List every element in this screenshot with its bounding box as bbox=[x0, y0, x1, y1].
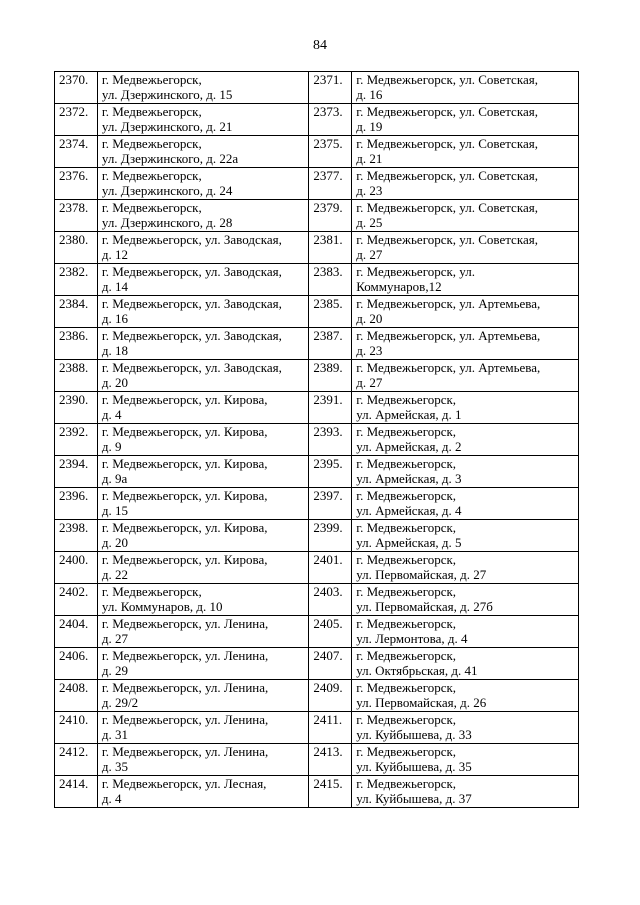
row-number-left: 2384. bbox=[55, 296, 98, 328]
row-number-left: 2396. bbox=[55, 488, 98, 520]
address-right: г. Медвежьегорск, ул. Артемьева, д. 23 bbox=[352, 328, 579, 360]
address-right: г. Медвежьегорск, ул. Куйбышева, д. 33 bbox=[352, 712, 579, 744]
row-number-left: 2388. bbox=[55, 360, 98, 392]
row-number-right: 2405. bbox=[309, 616, 352, 648]
address-right: г. Медвежьегорск, ул. Советская, д. 19 bbox=[352, 104, 579, 136]
address-left: г. Медвежьегорск, ул. Заводская, д. 14 bbox=[97, 264, 308, 296]
address-left: г. Медвежьегорск, ул. Кирова, д. 4 bbox=[97, 392, 308, 424]
row-number-left: 2378. bbox=[55, 200, 98, 232]
address-right: г. Медвежьегорск, ул. Лермонтова, д. 4 bbox=[352, 616, 579, 648]
row-number-left: 2374. bbox=[55, 136, 98, 168]
table-row bbox=[55, 104, 579, 136]
table-row bbox=[55, 232, 579, 264]
row-number-left: 2394. bbox=[55, 456, 98, 488]
row-number-right: 2389. bbox=[309, 360, 352, 392]
address-left: г. Медвежьегорск, ул. Кирова, д. 20 bbox=[97, 520, 308, 552]
address-right: г. Медвежьегорск, ул. Первомайская, д. 27 bbox=[352, 552, 579, 584]
row-number-right: 2391. bbox=[309, 392, 352, 424]
table-row bbox=[55, 168, 579, 200]
table-row bbox=[55, 552, 579, 584]
table-row bbox=[55, 616, 579, 648]
address-right: г. Медвежьегорск, ул. Армейская, д. 3 bbox=[352, 456, 579, 488]
address-left: г. Медвежьегорск, ул. Лесная, д. 4 bbox=[97, 776, 308, 808]
table-row bbox=[55, 776, 579, 808]
row-number-left: 2404. bbox=[55, 616, 98, 648]
table-row bbox=[55, 520, 579, 552]
row-number-left: 2380. bbox=[55, 232, 98, 264]
address-table-body bbox=[55, 72, 579, 808]
row-number-left: 2402. bbox=[55, 584, 98, 616]
row-number-left: 2414. bbox=[55, 776, 98, 808]
row-number-left: 2386. bbox=[55, 328, 98, 360]
address-table bbox=[54, 71, 579, 808]
address-right: г. Медвежьегорск, ул. Армейская, д. 1 bbox=[352, 392, 579, 424]
row-number-right: 2409. bbox=[309, 680, 352, 712]
row-number-right: 2385. bbox=[309, 296, 352, 328]
address-right: г. Медвежьегорск, ул. Октябрьская, д. 41 bbox=[352, 648, 579, 680]
address-left: г. Медвежьегорск, ул. Ленина, д. 29/2 bbox=[97, 680, 308, 712]
row-number-right: 2377. bbox=[309, 168, 352, 200]
address-right: г. Медвежьегорск, ул. Артемьева, д. 27 bbox=[352, 360, 579, 392]
address-left: г. Медвежьегорск, ул. Дзержинского, д. 15 bbox=[97, 72, 308, 104]
row-number-left: 2372. bbox=[55, 104, 98, 136]
address-left: г. Медвежьегорск, ул. Заводская, д. 20 bbox=[97, 360, 308, 392]
row-number-left: 2376. bbox=[55, 168, 98, 200]
row-number-left: 2408. bbox=[55, 680, 98, 712]
address-left: г. Медвежьегорск, ул. Коммунаров, д. 10 bbox=[97, 584, 308, 616]
row-number-right: 2375. bbox=[309, 136, 352, 168]
address-right: г. Медвежьегорск, ул. Артемьева, д. 20 bbox=[352, 296, 579, 328]
row-number-left: 2392. bbox=[55, 424, 98, 456]
address-left: г. Медвежьегорск, ул. Дзержинского, д. 28 bbox=[97, 200, 308, 232]
table-row bbox=[55, 680, 579, 712]
table-row bbox=[55, 392, 579, 424]
row-number-left: 2400. bbox=[55, 552, 98, 584]
address-right: г. Медвежьегорск, ул. Армейская, д. 4 bbox=[352, 488, 579, 520]
table-row bbox=[55, 584, 579, 616]
address-right: г. Медвежьегорск, ул. Армейская, д. 5 bbox=[352, 520, 579, 552]
address-left: г. Медвежьегорск, ул. Кирова, д. 22 bbox=[97, 552, 308, 584]
row-number-right: 2411. bbox=[309, 712, 352, 744]
address-left: г. Медвежьегорск, ул. Ленина, д. 27 bbox=[97, 616, 308, 648]
address-left: г. Медвежьегорск, ул. Заводская, д. 12 bbox=[97, 232, 308, 264]
row-number-right: 2387. bbox=[309, 328, 352, 360]
address-right: г. Медвежьегорск, ул. Советская, д. 25 bbox=[352, 200, 579, 232]
address-left: г. Медвежьегорск, ул. Дзержинского, д. 21 bbox=[97, 104, 308, 136]
row-number-right: 2401. bbox=[309, 552, 352, 584]
row-number-right: 2415. bbox=[309, 776, 352, 808]
table-row bbox=[55, 712, 579, 744]
row-number-right: 2407. bbox=[309, 648, 352, 680]
address-right: г. Медвежьегорск, ул. Коммунаров,12 bbox=[352, 264, 579, 296]
address-right: г. Медвежьегорск, ул. Советская, д. 16 bbox=[352, 72, 579, 104]
address-left: г. Медвежьегорск, ул. Кирова, д. 15 bbox=[97, 488, 308, 520]
address-left: г. Медвежьегорск, ул. Дзержинского, д. 24 bbox=[97, 168, 308, 200]
table-row bbox=[55, 200, 579, 232]
row-number-left: 2382. bbox=[55, 264, 98, 296]
table-row bbox=[55, 648, 579, 680]
address-right: г. Медвежьегорск, ул. Армейская, д. 2 bbox=[352, 424, 579, 456]
row-number-left: 2406. bbox=[55, 648, 98, 680]
table-row bbox=[55, 744, 579, 776]
address-right: г. Медвежьегорск, ул. Первомайская, д. 27б bbox=[352, 584, 579, 616]
row-number-left: 2398. bbox=[55, 520, 98, 552]
row-number-right: 2393. bbox=[309, 424, 352, 456]
table-row bbox=[55, 296, 579, 328]
row-number-left: 2412. bbox=[55, 744, 98, 776]
row-number-right: 2383. bbox=[309, 264, 352, 296]
row-number-right: 2373. bbox=[309, 104, 352, 136]
row-number-right: 2371. bbox=[309, 72, 352, 104]
table-row bbox=[55, 72, 579, 104]
row-number-left: 2390. bbox=[55, 392, 98, 424]
table-row bbox=[55, 488, 579, 520]
address-right: г. Медвежьегорск, ул. Первомайская, д. 26 bbox=[352, 680, 579, 712]
page-number: 84 bbox=[313, 38, 327, 53]
address-right: г. Медвежьегорск, ул. Советская, д. 27 bbox=[352, 232, 579, 264]
address-left: г. Медвежьегорск, ул. Кирова, д. 9 bbox=[97, 424, 308, 456]
address-left: г. Медвежьегорск, ул. Заводская, д. 16 bbox=[97, 296, 308, 328]
address-left: г. Медвежьегорск, ул. Дзержинского, д. 22а bbox=[97, 136, 308, 168]
address-right: г. Медвежьегорск, ул. Куйбышева, д. 35 bbox=[352, 744, 579, 776]
table-row bbox=[55, 360, 579, 392]
address-right: г. Медвежьегорск, ул. Куйбышева, д. 37 bbox=[352, 776, 579, 808]
address-right: г. Медвежьегорск, ул. Советская, д. 23 bbox=[352, 168, 579, 200]
row-number-left: 2410. bbox=[55, 712, 98, 744]
address-left: г. Медвежьегорск, ул. Ленина, д. 35 bbox=[97, 744, 308, 776]
address-left: г. Медвежьегорск, ул. Ленина, д. 29 bbox=[97, 648, 308, 680]
row-number-left: 2370. bbox=[55, 72, 98, 104]
row-number-right: 2403. bbox=[309, 584, 352, 616]
row-number-right: 2399. bbox=[309, 520, 352, 552]
address-left: г. Медвежьегорск, ул. Заводская, д. 18 bbox=[97, 328, 308, 360]
table-row bbox=[55, 424, 579, 456]
row-number-right: 2381. bbox=[309, 232, 352, 264]
table-row bbox=[55, 456, 579, 488]
table-row bbox=[55, 136, 579, 168]
row-number-right: 2395. bbox=[309, 456, 352, 488]
row-number-right: 2397. bbox=[309, 488, 352, 520]
address-left: г. Медвежьегорск, ул. Кирова, д. 9а bbox=[97, 456, 308, 488]
row-number-right: 2379. bbox=[309, 200, 352, 232]
row-number-right: 2413. bbox=[309, 744, 352, 776]
address-right: г. Медвежьегорск, ул. Советская, д. 21 bbox=[352, 136, 579, 168]
address-left: г. Медвежьегорск, ул. Ленина, д. 31 bbox=[97, 712, 308, 744]
table-row bbox=[55, 264, 579, 296]
table-row bbox=[55, 328, 579, 360]
